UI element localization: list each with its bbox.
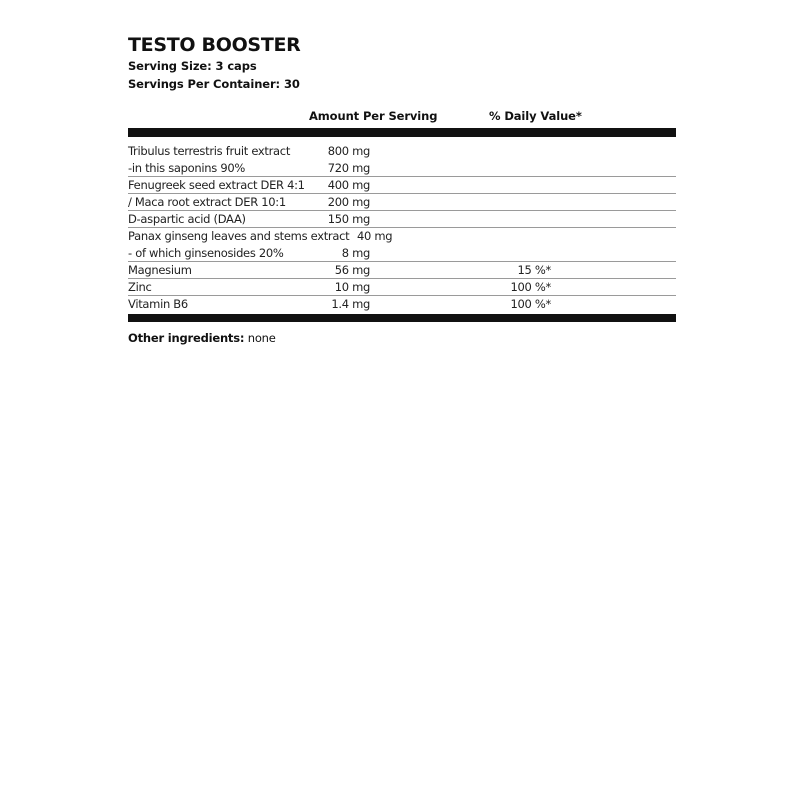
other-ingredients-value: none xyxy=(244,331,276,345)
ingredient-daily-value: 100 %* xyxy=(510,280,551,294)
servings-per-container: Servings Per Container: 30 xyxy=(128,77,300,91)
ingredient-name: - of which ginsenosides 20% xyxy=(128,246,284,260)
table-row xyxy=(128,296,676,313)
table-row xyxy=(128,194,676,211)
table-row xyxy=(128,160,676,177)
ingredient-name: D-aspartic acid (DAA) xyxy=(128,212,246,226)
ingredient-amount: 400 mg xyxy=(327,178,370,192)
ingredient-name: Zinc xyxy=(128,280,152,294)
ingredient-amount: 150 mg xyxy=(327,212,370,226)
table-row xyxy=(128,211,676,228)
ingredient-amount: 720 mg xyxy=(327,161,370,175)
table-row xyxy=(128,228,676,245)
ingredient-amount: 1.4 mg xyxy=(331,297,370,311)
ingredient-amount: 10 mg xyxy=(334,280,370,294)
supplement-facts-panel xyxy=(128,33,676,345)
ingredient-name: / Maca root extract DER 10:1 xyxy=(128,195,286,209)
table-row xyxy=(128,262,676,279)
ingredient-name: Fenugreek seed extract DER 4:1 xyxy=(128,178,305,192)
ingredient-amount: 200 mg xyxy=(327,195,370,209)
table-row xyxy=(128,143,676,160)
header-divider-bar xyxy=(128,128,676,137)
ingredient-name: Tribulus terrestris fruit extract xyxy=(128,144,291,158)
ingredient-name: Magnesium xyxy=(128,263,192,277)
nutrient-rows xyxy=(128,143,676,313)
daily-value-header: % Daily Value* xyxy=(489,109,582,123)
ingredient-amount: 40 mg xyxy=(357,229,393,243)
ingredient-amount: 8 mg xyxy=(341,246,370,260)
table-header xyxy=(128,109,676,127)
ingredient-daily-value: 100 %* xyxy=(510,297,551,311)
ingredient-daily-value: 15 %* xyxy=(517,263,551,277)
ingredient-name: Panax ginseng leaves and stems extract xyxy=(128,229,350,243)
ingredient-amount: 800 mg xyxy=(327,144,370,158)
footer-divider-bar xyxy=(128,314,676,322)
table-row xyxy=(128,177,676,194)
table-row xyxy=(128,245,676,262)
serving-size: Serving Size: 3 caps xyxy=(128,59,257,73)
other-ingredients xyxy=(128,331,676,345)
amount-per-serving-header: Amount Per Serving xyxy=(309,109,438,123)
ingredient-amount: 56 mg xyxy=(334,263,370,277)
other-ingredients-label: Other ingredients: xyxy=(128,331,245,345)
product-title: TESTO BOOSTER xyxy=(128,34,301,56)
ingredient-name: -in this saponins 90% xyxy=(128,161,245,175)
ingredient-name: Vitamin B6 xyxy=(128,297,188,311)
table-row xyxy=(128,279,676,296)
